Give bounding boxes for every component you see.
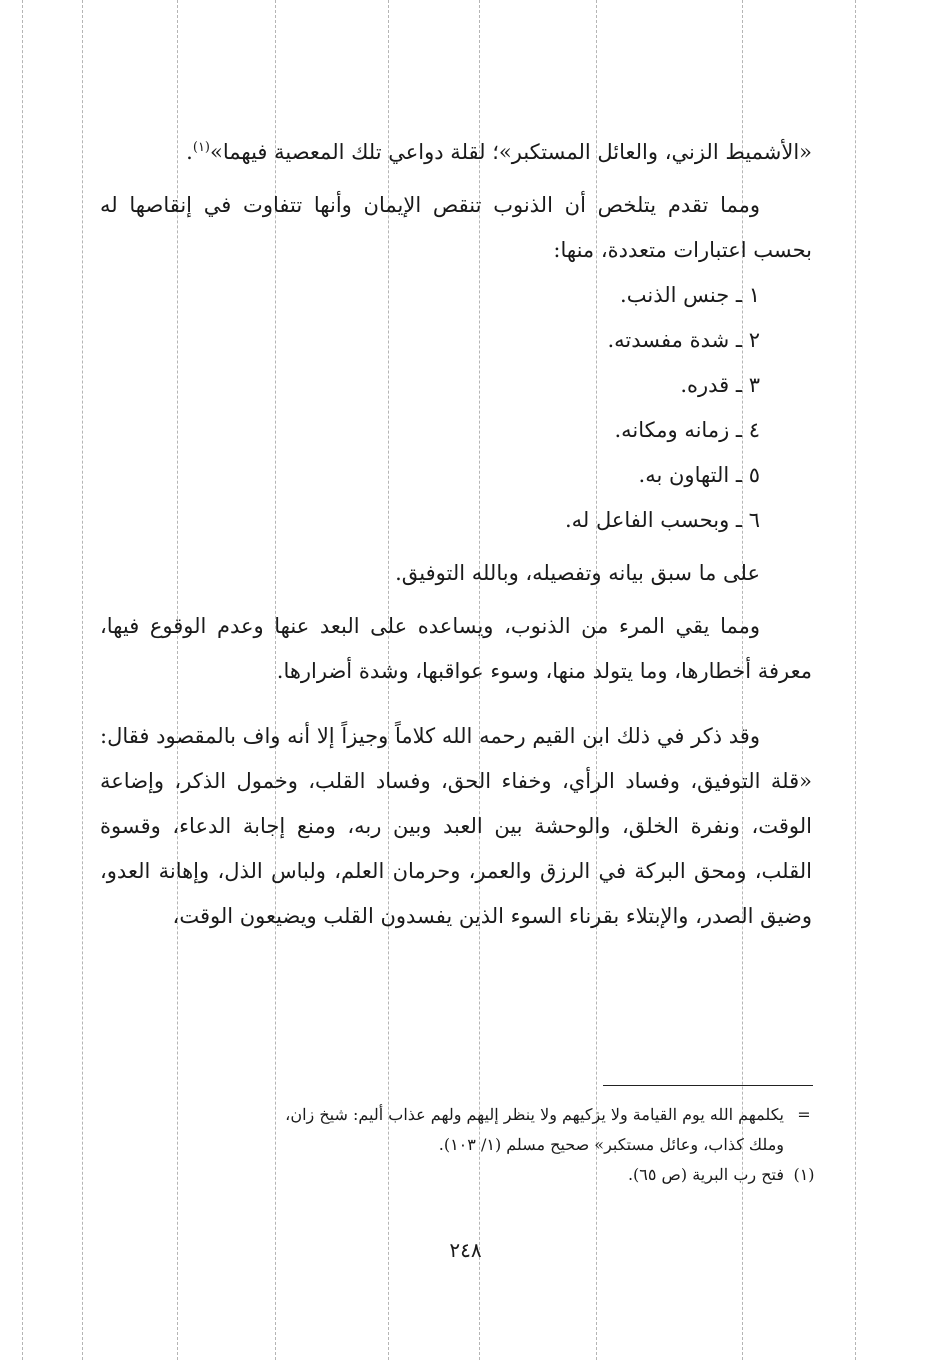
factors-list [100, 273, 812, 543]
scan-artifact-line [855, 0, 856, 1360]
footnote-1 [112, 1160, 824, 1190]
list-item: ١ ـ جنس الذنب. [620, 283, 760, 307]
page-body [100, 130, 812, 939]
continuation-text: يكلمهم الله يوم القيامة ولا يزكيهم ولا ينظر إليهم ولهم عذاب أليم: شيخ زان، [285, 1105, 784, 1124]
quote-end: . [186, 140, 193, 164]
list-item: ٣ ـ قدره. [680, 373, 760, 397]
quote-line [100, 130, 812, 175]
paragraph-summary: ومما تقدم يتلخص أن الذنوب تنقص الإيمان وأنها تتفاوت في إنقاصها له بحسب اعتبارات متعددة، منها: [100, 193, 812, 262]
paragraph-ibn-qayyim: وقد ذكر في ذلك ابن القيم رحمه الله كلاماً وجيزاً إلا أنه واف بالمقصود فقال: «قلة التوفيق، وفساد الرأي، وخفاء الحق، وفساد القلب، وخمول الذكر، وإضاعة الوقت، ونفرة الخلق، والوحشة بين العبد وبين ربه، ومنع إجابة الدعاء، وقسوة القلب، ومحق البركة في الرزق والعمر، وحرمان العلم، ولباس الذل، وإهانة العدو، وضيق الصدر، والإبتلاء بقرناء السوء الذين يفسدون القلب ويضيعون الوقت، [100, 724, 812, 928]
list-item: ٦ ـ وبحسب الفاعل له. [564, 508, 760, 532]
footnote-separator [603, 1085, 813, 1086]
page-number: ٢٤٨ [449, 1238, 482, 1262]
list-item: ٤ ـ زمانه ومكانه. [614, 418, 760, 442]
scan-artifact-line [22, 0, 23, 1360]
footnote-number: (١) [793, 1165, 815, 1184]
footnote-continuation-line: وملك كذاب، وعائل مستكبر» صحيح مسلم (١/ ١٠٣). [438, 1135, 784, 1154]
paragraph-protection: ومما يقي المرء من الذنوب، ويساعده على البعد عنها وعدم الوقوع فيها، معرفة أخطارها، وما يتولد منها، وسوء عواقبها، وشدة أضرارها. [100, 614, 812, 683]
continuation-mark: = [797, 1105, 811, 1124]
quote-text: «الأشميط الزني، والعائل المستكبر»؛ لقلة دواعي تلك المعصية فيهما» [210, 140, 812, 164]
list-item: ٥ ـ التهاون به. [638, 463, 760, 487]
footnote-ref: (١) [192, 140, 210, 155]
footnotes [112, 1100, 824, 1190]
paragraph-conclusion: على ما سبق بيانه وتفصيله، وبالله التوفيق. [395, 561, 760, 585]
list-item: ٢ ـ شدة مفسدته. [607, 328, 760, 352]
footnote-text: فتح رب البرية (ص ٦٥). [627, 1165, 784, 1184]
footnote-continuation [112, 1100, 824, 1130]
scan-artifact-line [82, 0, 83, 1360]
